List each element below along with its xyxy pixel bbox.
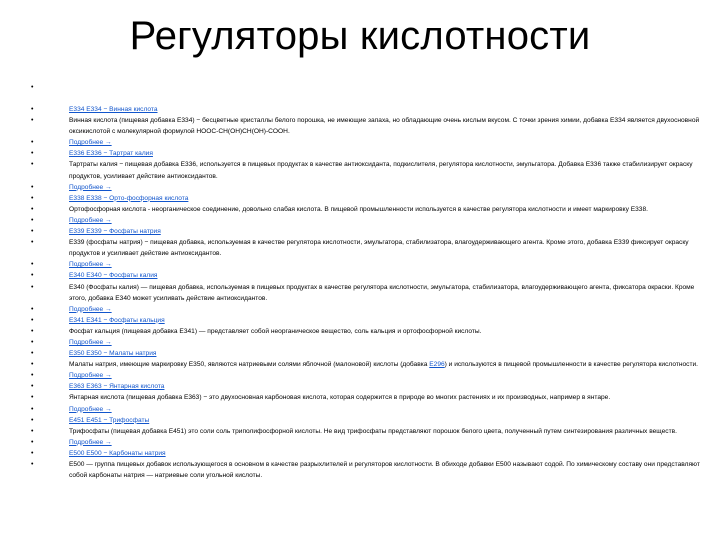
additive-description: • Трифосфаты (пищевая добавка Е451) это соли соль триполифосфорной кислоты. Не вид трифосфаты представляют порошок белого цвета, полученный путем синтезирования различных веществ. [31, 426, 701, 437]
more-link[interactable]: Подробнее → [69, 261, 112, 269]
list-item [31, 259, 701, 270]
list-item [31, 104, 701, 115]
additive-description: • Ортофосфорная кислота - неорганическое соединение, довольно слабая кислота. В пищевой промышленности используется в качестве регулятора кислотности и имеет маркировку Е338. [31, 204, 701, 215]
additive-title-link[interactable]: E339 E339 − Фосфаты натрия [69, 228, 161, 236]
additive-description: • Фосфат кальция (пищевая добавка Е341) — представляет собой неорганическое вещество, соль кальция и ортофосфорной кислоты. [31, 326, 701, 337]
additive-description [31, 359, 701, 370]
page-title: Регуляторы кислотности [129, 14, 591, 58]
additive-list [31, 82, 701, 481]
list-item [31, 348, 701, 359]
additive-title-link[interactable]: E341 E341 − Фосфаты кальция [69, 316, 165, 324]
more-link[interactable]: Подробнее → [69, 438, 112, 446]
additive-title-link[interactable]: E336 E336 − Тартрат калия [69, 150, 153, 158]
list-item [31, 270, 701, 281]
description-text: ) и используются в пищевой промышленности в качестве регулятора кислотности. [444, 361, 699, 369]
list-item [31, 304, 701, 315]
more-link[interactable]: Подробнее → [69, 338, 112, 346]
list-item [31, 337, 701, 348]
additive-title-link[interactable]: E334 E334 − Винная кислота [69, 106, 158, 113]
more-link[interactable]: Подробнее → [69, 405, 112, 413]
inline-additive-link[interactable]: Е296 [429, 361, 445, 369]
list-item [31, 215, 701, 226]
additive-description: • Винная кислота (пищевая добавка Е334) − бесцветные кристаллы белого порошка, не имеющие запаха, но обладающие очень кислым вкусом. С точки зрения химии, добавка Е334 является двухосновной оксикислотой с молекулярной формулой HOOC-CH(OH)CH(OH)-COOH. [31, 115, 701, 137]
additive-title-link[interactable]: E451 E451 − Трифосфаты [69, 416, 150, 424]
list-item [31, 415, 701, 426]
additive-description: • Янтарная кислота (пищевая добавка Е363) − это двухосновная карбоновая кислота, которая содержится в природе во многих растениях и их производных, например в янтаре. [31, 392, 701, 403]
list-item [31, 404, 701, 415]
description-text: Малаты натрия, имеющие маркировку Е350, являются натриевыми солями яблочной (малоновой) кислоты (добавка [69, 361, 430, 369]
list-item [31, 182, 701, 193]
list-item [31, 381, 701, 392]
list-item [31, 226, 701, 237]
more-link[interactable]: Подробнее → [69, 216, 112, 224]
list-item [31, 370, 701, 381]
empty-list-item [31, 82, 701, 104]
list-item [31, 437, 701, 448]
additive-title-link[interactable]: E363 E363 − Янтарная кислота [69, 383, 165, 391]
additive-description: • Тартраты калия − пищевая добавка Е336, используется в пищевых продуктах в качестве антиоксиданта, подкислителя, регулятора кислотности, эмульгатора. Добавка Е336 также стабилизирует окраску продуктов, усиливает действие антиоксидантов. [31, 159, 701, 181]
list-item [31, 137, 701, 148]
additive-title-link[interactable]: E500 E500 − Карбонаты натрия [69, 449, 166, 457]
additive-description: • Е500 — группа пищевых добавок использующегося в основном в качестве разрыхлителей и регуляторов кислотности. В обиходе добавки Е500 называют содой. По химическому составу они представляют собой карбонаты натрия — натриевые соли угольной кислоты. [31, 459, 701, 481]
additive-description: • Е340 (Фосфаты калия) — пищевая добавка, используемая в пищевых продуктах в качестве регулятора кислотности, эмульгатора, стабилизатора, влагоудерживающего агента, фиксатора окраски. Кроме этого, добавка Е340 может усиливать действие антиоксидантов. [31, 282, 701, 304]
additive-title-link[interactable]: E350 E350 − Малаты натрия [69, 350, 157, 358]
additive-title-link[interactable]: E338 E338 − Орто-фосфорная кислота [69, 194, 189, 202]
additive-title-link[interactable]: E340 E340 − Фосфаты калия [69, 272, 158, 280]
more-link[interactable]: Подробнее → [69, 372, 112, 380]
list-item [31, 315, 701, 326]
list-item [31, 193, 701, 204]
list-item [31, 148, 701, 159]
additive-description: • Е339 (фосфаты натрия) − пищевая добавка, используемая в качестве регулятора кислотности, эмульгатора, стабилизатора, влагоудерживающего агента. Кроме этого, добавка Е339 фиксирует окраску продуктов и усиливает действие антиоксидантов. [31, 237, 701, 259]
more-link[interactable]: Подробнее → [69, 305, 112, 313]
more-link[interactable]: Подробнее → [69, 183, 112, 191]
more-link[interactable]: Подробнее → [69, 139, 112, 147]
list-item [31, 448, 701, 459]
